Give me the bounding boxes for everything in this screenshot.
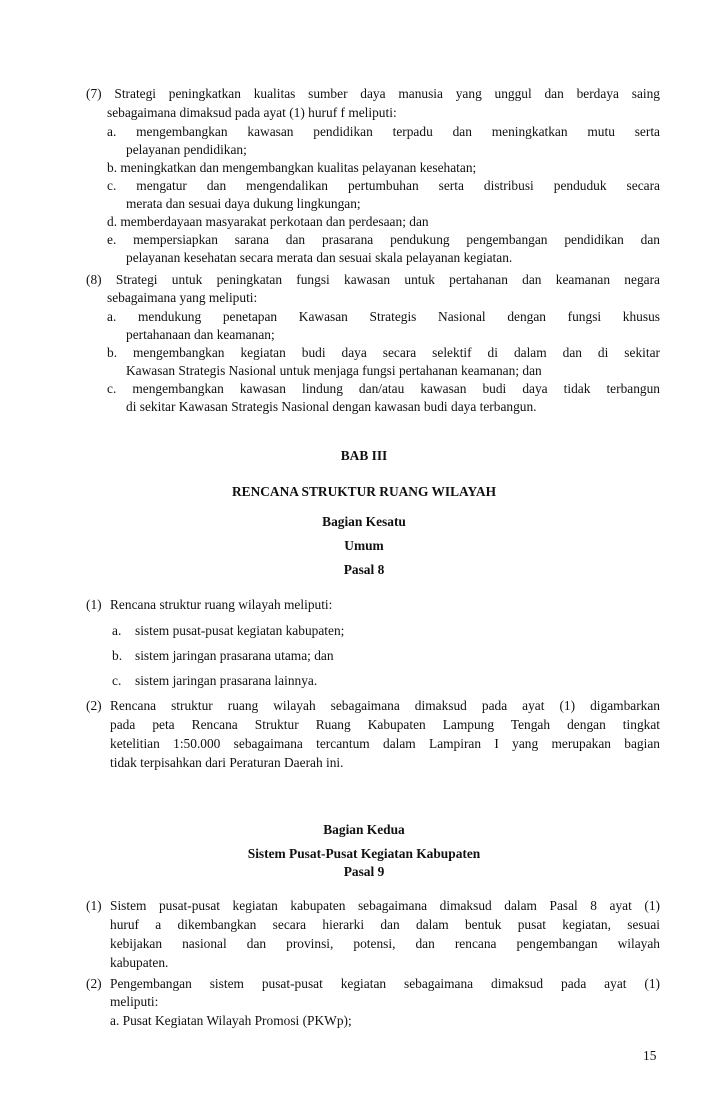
ayat-8-line-2: sebagaimana yang meliputi: [107, 290, 258, 305]
pasal-8-ayat-2-line-4: tidak terpisahkan dari Peraturan Daerah ini. [110, 755, 344, 770]
pasal-8-ayat-1-text: Rencana struktur ruang wilayah meliputi: [110, 597, 333, 612]
bagian-kedua-subheading: Sistem Pusat-Pusat Kegiatan Kabupaten [247, 846, 481, 861]
ayat-7-item-e-line-1: e. mempersiapkan sarana dan prasarana pendukung pengembangan pendidikan dan [107, 232, 660, 247]
pasal-9-ayat-1-number: (1) [86, 898, 102, 913]
pasal-9-ayat-2-item-a: a. Pusat Kegiatan Wilayah Promosi (PKWp); [110, 1013, 352, 1028]
pasal-9-heading: Pasal 9 [343, 864, 385, 879]
bagian-kesatu-heading: Bagian Kesatu [322, 514, 406, 529]
pasal-8-item-c-letter: c. [112, 673, 122, 688]
pasal-8-ayat-2-line-2: pada peta Rencana Struktur Ruang Kabupaten Lampung Tengah dengan tingkat [110, 717, 660, 732]
ayat-7-item-a-line-2: pelayanan pendidikan; [126, 142, 247, 157]
pasal-8-ayat-2-line-1: Rencana struktur ruang wilayah sebagaimana dimaksud pada ayat (1) digambarkan [110, 698, 660, 713]
pasal-8-item-a-text: sistem pusat-pusat kegiatan kabupaten; [135, 623, 345, 638]
pasal-8-item-b-letter: b. [112, 648, 123, 663]
pasal-9-ayat-1-line-2: huruf a dikembangkan secara hierarki dan dalam bentuk pusat kegiatan, sesuai [110, 917, 660, 932]
ayat-8-item-a-line-2: pertahanaan dan keamanan; [126, 327, 275, 342]
ayat-8-item-c-line-2: di sekitar Kawasan Strategis Nasional dengan kawasan budi daya terbangun. [126, 399, 537, 414]
pasal-9-ayat-2-number: (2) [86, 976, 102, 991]
bagian-kesatu-subheading: Umum [344, 538, 384, 553]
ayat-7-item-c-line-1: c. mengatur dan mengendalikan pertumbuhan serta distribusi penduduk secara [107, 178, 660, 193]
pasal-8-item-b-text: sistem jaringan prasarana utama; dan [135, 648, 334, 663]
ayat-7-item-a-line-1: a. mengembangkan kawasan pendidikan terpadu dan meningkatkan mutu serta [107, 124, 660, 139]
pasal-9-ayat-2-line-2: meliputi: [110, 994, 159, 1009]
ayat-7-item-c-line-2: merata dan sesuai daya dukung lingkungan; [126, 196, 361, 211]
pasal-8-item-c-text: sistem jaringan prasarana lainnya. [135, 673, 318, 688]
ayat-8-item-a-line-1: a. mendukung penetapan Kawasan Strategis Nasional dengan fungsi khusus [107, 309, 660, 324]
ayat-7-line-1: (7) Strategi peningkatkan kualitas sumber daya manusia yang unggul dan berdaya saing [86, 86, 660, 101]
bab-number: BAB III [340, 448, 388, 463]
pasal-8-ayat-1-number: (1) [86, 597, 102, 612]
pasal-9-ayat-1-line-1: Sistem pusat-pusat kegiatan kabupaten sebagaimana dimaksud dalam Pasal 8 ayat (1) [110, 898, 660, 913]
pasal-9-ayat-2-line-1: Pengembangan sistem pusat-pusat kegiatan sebagaimana dimaksud pada ayat (1) [110, 976, 660, 991]
ayat-7-item-d: d. memberdayaan masyarakat perkotaan dan perdesaan; dan [107, 214, 429, 229]
bagian-kedua-heading: Bagian Kedua [323, 822, 405, 837]
pasal-9-ayat-1-line-4: kabupaten. [110, 955, 169, 970]
ayat-8-item-b-line-2: Kawasan Strategis Nasional untuk menjaga fungsi pertahanan keamanan; dan [126, 363, 542, 378]
pasal-8-ayat-2-number: (2) [86, 698, 102, 713]
pasal-8-ayat-2-line-3: ketelitian 1:50.000 sebagaimana tercantum dalam Lampiran I yang merupakan bagian [110, 736, 660, 751]
ayat-8-item-b-line-1: b. mengembangkan kegiatan budi daya secara selektif di dalam dan di sekitar [107, 345, 660, 360]
ayat-8-line-1: (8) Strategi untuk peningkatan fungsi kawasan untuk pertahanan dan keamanan negara [86, 272, 660, 287]
ayat-8-item-c-line-1: c. mengembangkan kawasan lindung dan/atau kawasan budi daya tidak terbangun [107, 381, 660, 396]
ayat-7-line-2: sebagaimana dimaksud pada ayat (1) huruf f meliputi: [107, 105, 397, 120]
ayat-7-item-e-line-2: pelayanan kesehatan secara merata dan sesuai skala pelayanan kegiatan. [126, 250, 513, 265]
pasal-9-ayat-1-line-3: kebijakan nasional dan provinsi, potensi, dan rencana pengembangan wilayah [110, 936, 660, 951]
pasal-8-item-a-letter: a. [112, 623, 122, 638]
pasal-8-heading: Pasal 8 [343, 562, 385, 577]
bab-title: RENCANA STRUKTUR RUANG WILAYAH [231, 484, 497, 499]
page-number: 15 [643, 1048, 657, 1063]
ayat-7-item-b: b. meningkatkan dan mengembangkan kualitas pelayanan kesehatan; [107, 160, 477, 175]
